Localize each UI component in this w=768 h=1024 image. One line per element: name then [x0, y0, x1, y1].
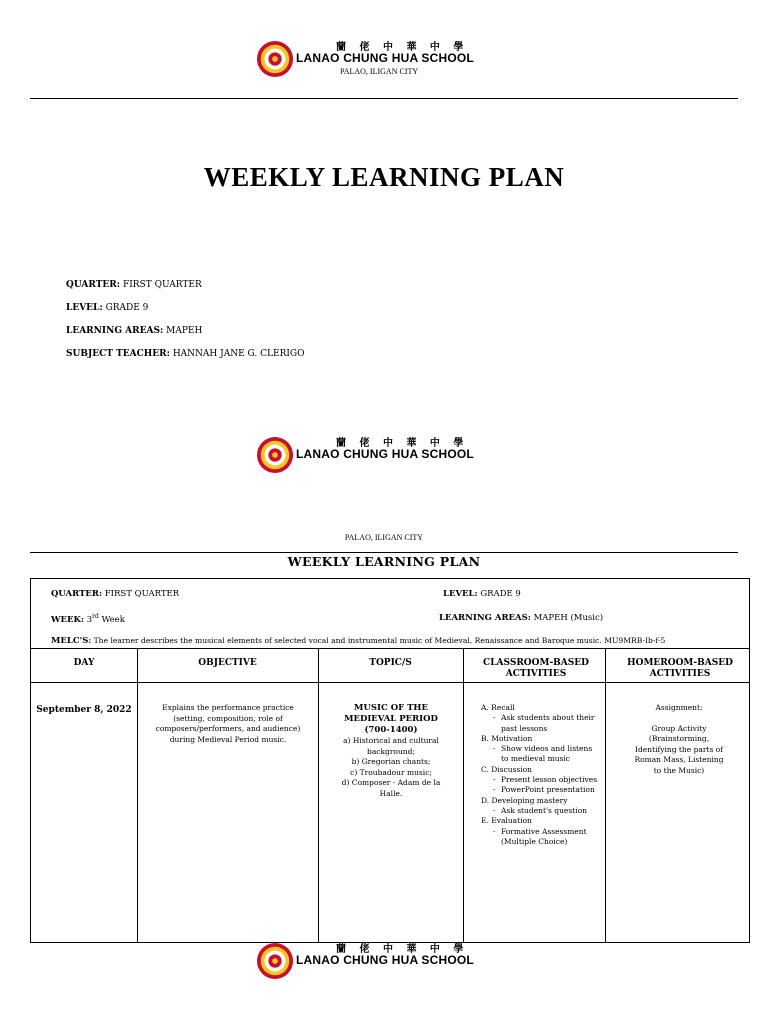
- learning-areas-info: LEARNING AREAS: MAPEH (Music): [439, 613, 604, 623]
- header-classroom-activities: CLASSROOM-BASED ACTIVITIES: [483, 658, 589, 679]
- row-classroom-activities: [479, 703, 601, 847]
- cover-learning-areas: LEARNING AREAS: MAPEH: [66, 326, 203, 336]
- cover-quarter: QUARTER: FIRST QUARTER: [66, 280, 202, 290]
- activity-label: B. Motivation: [481, 733, 533, 743]
- topic-item: c) Troubadour music;: [350, 767, 432, 777]
- homeroom-title: Assignment:: [655, 703, 703, 712]
- column-divider: [318, 648, 319, 943]
- school-chinese-name: 蘭 佬 中 華 中 學: [336, 438, 469, 449]
- activity-label: E. Evaluation: [481, 816, 532, 826]
- topic-title: MUSIC OF THE MEDIEVAL PERIOD: [344, 703, 438, 724]
- cover-title: WEEKLY LEARNING PLAN: [203, 162, 565, 192]
- school-name: LANAO CHUNG HUA SCHOOL: [296, 51, 474, 65]
- activity-sub: - Present lesson objectives: [479, 775, 601, 785]
- activity-sub: - Formative Assessment (Multiple Choice): [479, 827, 601, 848]
- activity-sub: - PowerPoint presentation: [479, 785, 601, 795]
- school-name: LANAO CHUNG HUA SCHOOL: [296, 953, 474, 967]
- school-seal-icon: [256, 942, 294, 980]
- header-day: DAY: [73, 658, 95, 668]
- school-chinese-name: 蘭 佬 中 華 中 學: [336, 944, 469, 955]
- row-topic: [336, 703, 446, 799]
- topic-item: a) Historical and cultural background;: [343, 736, 439, 756]
- column-divider: [463, 648, 464, 943]
- header-divider: [30, 98, 738, 99]
- school-seal-icon: [256, 40, 294, 78]
- school-header-2: [256, 434, 516, 478]
- row-objective: Explains the performance practice (setting, composition, role of composers/performers, and audience) during Medieval Period music.: [155, 703, 301, 744]
- homeroom-text: Group Activity (Brainstorming, Identifying the parts of Roman Mass, Listening to the Music): [634, 723, 724, 775]
- school-header: [256, 38, 516, 82]
- week-info: WEEK: 3rd Week: [51, 613, 125, 625]
- school-place: PALAO, ILIGAN CITY: [340, 67, 419, 76]
- header-homeroom-activities: HOMEROOM-BASED ACTIVITIES: [627, 658, 733, 679]
- column-divider: [605, 648, 606, 943]
- topic-item: d) Composer - Adam de la Halle.: [341, 778, 441, 798]
- activity-sub: - Ask student's question: [479, 806, 601, 816]
- table-rule: [31, 648, 749, 649]
- cover-level: LEVEL: GRADE 9: [66, 303, 149, 313]
- row-day: September 8, 2022: [36, 705, 132, 715]
- activity-sub: - Show videos and listens to medieval music: [479, 744, 601, 765]
- topic-item: b) Gregorian chants;: [351, 757, 431, 766]
- table-rule: [31, 682, 749, 683]
- column-divider: [137, 648, 138, 943]
- topic-years: (700-1400): [364, 725, 418, 735]
- learning-plan-table: [30, 578, 750, 943]
- activity-sub: - Ask students about their past lessons: [479, 713, 601, 734]
- quarter-info: QUARTER: FIRST QUARTER: [51, 589, 180, 599]
- header-objective: OBJECTIVE: [198, 658, 257, 668]
- school-name: LANAO CHUNG HUA SCHOOL: [296, 447, 474, 461]
- cover-subject-teacher: SUBJECT TEACHER: HANNAH JANE G. CLERIGO: [66, 349, 305, 359]
- activity-label: A. Recall: [481, 703, 515, 712]
- school-header-3: [256, 940, 516, 984]
- level-info: LEVEL: GRADE 9: [443, 589, 521, 599]
- header-topics: TOPIC/S: [369, 658, 412, 668]
- school-seal-icon: [256, 436, 294, 474]
- activity-label: C. Discussion: [481, 764, 532, 774]
- row-homeroom-activities: [631, 703, 727, 776]
- melc-info: MELC'S: The learner describes the musical elements of selected vocal and instrumental music of Medieval, Renaissance and Baroque music. MU9MRB-Ib-f-5: [51, 636, 666, 646]
- school-chinese-name: 蘭 佬 中 華 中 學: [336, 42, 469, 53]
- page2-divider: [30, 552, 738, 553]
- school-place-2: PALAO, ILIGAN CITY: [344, 533, 424, 542]
- activity-label: D. Developing mastery: [481, 795, 568, 805]
- page2-title: WEEKLY LEARNING PLAN: [287, 554, 481, 569]
